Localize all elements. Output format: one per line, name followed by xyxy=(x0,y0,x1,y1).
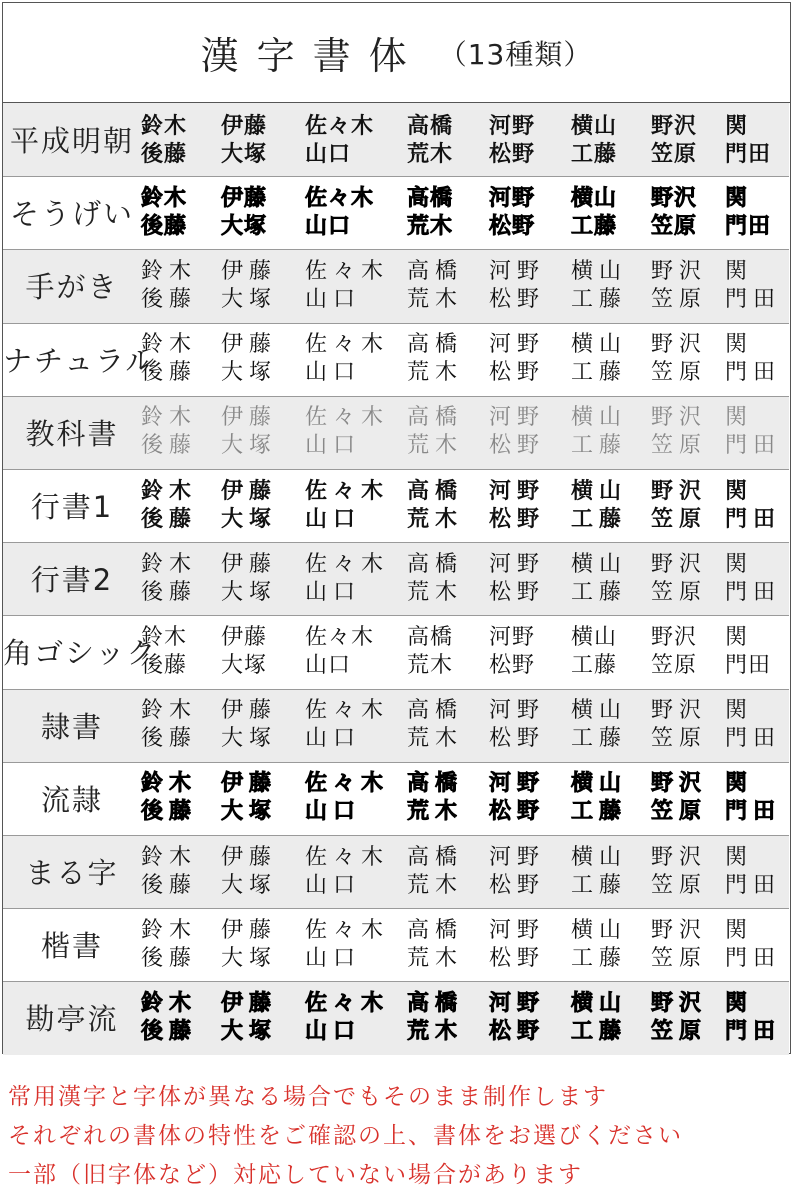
sample-name: 河野 xyxy=(489,332,546,358)
name-samples xyxy=(141,185,789,241)
sample-name: 門田 xyxy=(725,360,782,386)
sample-line xyxy=(141,213,789,241)
sample-name: 高橋 xyxy=(407,624,454,650)
sample-name: 佐々木 xyxy=(305,478,390,504)
font-row xyxy=(3,542,789,615)
sample-name: 松野 xyxy=(489,799,546,825)
sample-name: 松野 xyxy=(489,213,536,239)
sample-name: 横山 xyxy=(571,405,628,431)
name-samples xyxy=(141,844,789,900)
sample-name: 大塚 xyxy=(221,579,278,605)
font-name-label: 角ゴシック xyxy=(3,636,158,671)
sample-name: 佐々木 xyxy=(305,624,375,650)
sample-name: 笠原 xyxy=(651,726,708,752)
title-bar xyxy=(3,3,790,103)
sample-name: 関 xyxy=(725,258,754,284)
sample-name: 関 xyxy=(725,917,754,943)
sample-name: 佐々木 xyxy=(305,112,375,139)
sample-name: 横山 xyxy=(571,698,628,724)
sample-name: 河野 xyxy=(489,917,546,943)
sample-name: 山口 xyxy=(305,140,352,167)
sample-name: 松野 xyxy=(489,726,546,752)
sample-name: 山口 xyxy=(305,213,352,239)
row-divider xyxy=(3,396,789,397)
sample-line xyxy=(141,872,789,900)
row-divider xyxy=(3,176,789,177)
sample-name: 河野 xyxy=(489,405,546,431)
sample-name: 山口 xyxy=(305,726,362,752)
name-samples xyxy=(141,917,789,973)
sample-name: 伊藤 xyxy=(221,258,278,284)
sample-name: 荒木 xyxy=(407,726,464,752)
sample-name: 伊藤 xyxy=(221,771,278,797)
sample-name: 大塚 xyxy=(221,945,278,971)
sample-name: 松野 xyxy=(489,579,546,605)
sample-name: 河野 xyxy=(489,478,546,504)
sample-name: 伊藤 xyxy=(221,698,278,724)
sample-line xyxy=(141,990,789,1018)
sample-name: 工藤 xyxy=(571,799,628,825)
sample-name: 伊藤 xyxy=(221,112,268,139)
sample-name: 荒木 xyxy=(407,433,464,459)
sample-name: 工藤 xyxy=(571,579,628,605)
name-samples xyxy=(141,331,789,387)
sample-name: 荒木 xyxy=(407,360,464,386)
sample-name: 関 xyxy=(725,405,754,431)
sample-name: 河野 xyxy=(489,698,546,724)
sample-name: 工藤 xyxy=(571,652,618,678)
sample-name: 笠原 xyxy=(651,945,708,971)
sample-name: 笠原 xyxy=(651,652,698,678)
sample-name: 工藤 xyxy=(571,433,628,459)
sample-name: 後藤 xyxy=(141,799,198,825)
sample-line xyxy=(141,258,789,286)
sample-name: 松野 xyxy=(489,140,536,167)
sample-name: 伊藤 xyxy=(221,405,278,431)
sample-name: 笠原 xyxy=(651,433,708,459)
sample-name: 伊藤 xyxy=(221,551,278,577)
sample-name: 高橋 xyxy=(407,844,464,870)
sample-name: 鈴木 xyxy=(141,990,198,1016)
page-title: 漢字書体 xyxy=(200,34,425,78)
sample-line xyxy=(141,770,789,798)
sample-name: 工藤 xyxy=(571,360,628,386)
sample-name: 大塚 xyxy=(221,726,278,752)
font-name-label: 流隷 xyxy=(40,782,103,817)
sample-name: 荒木 xyxy=(407,1018,464,1044)
sample-name: 笠原 xyxy=(651,140,698,167)
row-divider xyxy=(3,762,789,763)
sample-name: 横山 xyxy=(571,771,628,797)
sample-name: 山口 xyxy=(305,579,362,605)
sample-line xyxy=(141,286,789,314)
sample-name: 鈴木 xyxy=(141,844,198,870)
sample-name: 山口 xyxy=(305,799,362,825)
sample-name: 工藤 xyxy=(571,286,628,312)
sample-name: 河野 xyxy=(489,185,536,211)
sample-name: 荒木 xyxy=(407,945,464,971)
sample-name: 横山 xyxy=(571,185,618,211)
sample-name: 横山 xyxy=(571,551,628,577)
sample-name: 荒木 xyxy=(407,213,454,239)
sample-line xyxy=(141,506,789,534)
sample-name: 荒木 xyxy=(407,286,464,312)
name-samples xyxy=(141,990,789,1046)
font-name-label: 楷書 xyxy=(40,929,103,964)
font-name-label: 隷書 xyxy=(40,709,103,744)
sample-name: 佐々木 xyxy=(305,405,390,431)
sample-name: 横山 xyxy=(571,990,628,1016)
sample-name: 野沢 xyxy=(651,624,698,650)
sample-name: 門田 xyxy=(725,286,782,312)
sample-name: 工藤 xyxy=(571,506,628,532)
sample-name: 松野 xyxy=(489,433,546,459)
sample-name: 横山 xyxy=(571,258,628,284)
sample-name: 伊藤 xyxy=(221,624,268,650)
sample-name: 後藤 xyxy=(141,360,198,386)
font-row xyxy=(3,689,789,762)
font-row xyxy=(3,249,789,322)
sample-name: 山口 xyxy=(305,506,362,532)
font-row xyxy=(3,469,789,542)
sample-name: 後藤 xyxy=(141,506,198,532)
font-sample-sheet xyxy=(2,2,791,1054)
sample-line xyxy=(141,579,789,607)
sample-line xyxy=(141,652,789,680)
sample-name: 後藤 xyxy=(141,433,198,459)
sample-name: 後藤 xyxy=(141,579,198,605)
font-name-label: 平成明朝 xyxy=(9,124,134,159)
sample-name: 佐々木 xyxy=(305,185,375,211)
row-divider xyxy=(3,908,789,909)
page-subtitle: （13種類） xyxy=(438,37,593,71)
sample-line xyxy=(141,432,789,460)
font-name-label: そうげい xyxy=(9,197,134,232)
sample-name: 野沢 xyxy=(651,917,708,943)
sample-name: 野沢 xyxy=(651,332,708,358)
sample-name: 佐々木 xyxy=(305,771,390,797)
font-name-label: 勘亭流 xyxy=(25,1002,119,1037)
sample-line xyxy=(141,798,789,826)
sample-name: 大塚 xyxy=(221,360,278,386)
sample-line xyxy=(141,917,789,945)
sample-line xyxy=(141,404,789,432)
sample-name: 門田 xyxy=(725,872,782,898)
sample-name: 鈴木 xyxy=(141,551,198,577)
sample-name: 後藤 xyxy=(141,652,188,678)
sample-name: 松野 xyxy=(489,360,546,386)
sample-name: 門田 xyxy=(725,140,772,167)
sample-name: 佐々木 xyxy=(305,917,390,943)
sample-name: 門田 xyxy=(725,652,772,678)
sample-name: 山口 xyxy=(305,360,362,386)
sample-line xyxy=(141,478,789,506)
row-divider xyxy=(3,981,789,982)
sample-line xyxy=(141,725,789,753)
sample-name: 関 xyxy=(725,478,754,504)
sample-name: 野沢 xyxy=(651,258,708,284)
sample-name: 大塚 xyxy=(221,433,278,459)
sample-name: 高橋 xyxy=(407,258,464,284)
sample-name: 山口 xyxy=(305,286,362,312)
font-row xyxy=(3,762,789,835)
notes xyxy=(8,1078,788,1195)
sample-name: 大塚 xyxy=(221,286,278,312)
name-samples xyxy=(141,551,789,607)
sample-name: 高橋 xyxy=(407,551,464,577)
sample-name: 河野 xyxy=(489,844,546,870)
name-samples xyxy=(141,478,789,534)
sample-name: 鈴木 xyxy=(141,258,198,284)
sample-line xyxy=(141,359,789,387)
sample-line xyxy=(141,697,789,725)
sample-name: 野沢 xyxy=(651,551,708,577)
font-name-label: まる字 xyxy=(25,856,119,891)
name-samples xyxy=(141,770,789,826)
sample-line xyxy=(141,185,789,213)
sample-line xyxy=(141,551,789,579)
sample-name: 松野 xyxy=(489,945,546,971)
sample-name: 河野 xyxy=(489,551,546,577)
sample-line xyxy=(141,140,789,168)
sample-name: 伊藤 xyxy=(221,917,278,943)
sample-line xyxy=(141,112,789,140)
sample-name: 後藤 xyxy=(141,286,198,312)
sample-name: 伊藤 xyxy=(221,990,278,1016)
font-row xyxy=(3,396,789,469)
sample-name: 鈴木 xyxy=(141,698,198,724)
sample-line xyxy=(141,624,789,652)
note-line: 一部（旧字体など）対応していない場合があります xyxy=(8,1162,583,1188)
sample-name: 高橋 xyxy=(407,332,464,358)
sample-name: 大塚 xyxy=(221,872,278,898)
sample-name: 大塚 xyxy=(221,140,268,167)
sample-name: 工藤 xyxy=(571,213,618,239)
sample-name: 工藤 xyxy=(571,1018,628,1044)
sample-name: 横山 xyxy=(571,478,628,504)
sample-name: 関 xyxy=(725,624,749,650)
sample-name: 高橋 xyxy=(407,990,464,1016)
sample-name: 河野 xyxy=(489,112,536,139)
sample-name: 大塚 xyxy=(221,506,278,532)
sample-name: 鈴木 xyxy=(141,185,188,211)
sample-name: 荒木 xyxy=(407,140,454,167)
row-divider xyxy=(3,542,789,543)
sample-name: 横山 xyxy=(571,624,618,650)
sample-name: 笠原 xyxy=(651,872,708,898)
sample-name: 大塚 xyxy=(221,1018,278,1044)
sample-name: 関 xyxy=(725,990,754,1016)
sample-name: 河野 xyxy=(489,990,546,1016)
sample-name: 佐々木 xyxy=(305,990,390,1016)
font-name-label: 行書1 xyxy=(30,490,114,525)
sample-name: 笠原 xyxy=(651,360,708,386)
row-divider xyxy=(3,689,789,690)
sample-name: 後藤 xyxy=(141,140,188,167)
sample-name: 横山 xyxy=(571,844,628,870)
sample-name: 鈴木 xyxy=(141,917,198,943)
sample-name: 鈴木 xyxy=(141,771,198,797)
sample-name: 高橋 xyxy=(407,185,454,211)
sample-name: 門田 xyxy=(725,213,772,239)
font-name-label: ナチュラル xyxy=(3,343,157,378)
name-samples xyxy=(141,112,789,168)
sample-name: 関 xyxy=(725,332,754,358)
sample-line xyxy=(141,331,789,359)
sample-name: 関 xyxy=(725,551,754,577)
row-divider xyxy=(3,615,789,616)
sample-name: 野沢 xyxy=(651,771,708,797)
font-row xyxy=(3,323,789,396)
sample-name: 門田 xyxy=(725,945,782,971)
sample-name: 工藤 xyxy=(571,726,628,752)
font-row xyxy=(3,103,789,176)
sample-name: 門田 xyxy=(725,726,782,752)
sample-name: 荒木 xyxy=(407,506,464,532)
sample-name: 松野 xyxy=(489,872,546,898)
font-name-label: 教科書 xyxy=(25,416,119,451)
sample-name: 河野 xyxy=(489,258,546,284)
sample-name: 伊藤 xyxy=(221,185,268,211)
sample-name: 野沢 xyxy=(651,185,698,211)
sample-name: 野沢 xyxy=(651,844,708,870)
sample-name: 荒木 xyxy=(407,652,454,678)
sample-name: 鈴木 xyxy=(141,478,198,504)
sample-name: 高橋 xyxy=(407,771,464,797)
sample-name: 笠原 xyxy=(651,579,708,605)
sample-name: 山口 xyxy=(305,433,362,459)
sample-name: 佐々木 xyxy=(305,844,390,870)
row-divider xyxy=(3,323,789,324)
sample-name: 鈴木 xyxy=(141,112,188,139)
sample-line xyxy=(141,1018,789,1046)
sample-name: 荒木 xyxy=(407,799,464,825)
row-divider xyxy=(3,469,789,470)
sample-name: 山口 xyxy=(305,652,352,678)
sample-name: 大塚 xyxy=(221,799,278,825)
sample-name: 佐々木 xyxy=(305,258,390,284)
sample-name: 門田 xyxy=(725,1018,782,1044)
sample-name: 佐々木 xyxy=(305,332,390,358)
sample-name: 笠原 xyxy=(651,213,698,239)
sample-name: 笠原 xyxy=(651,286,708,312)
font-row xyxy=(3,176,789,249)
row-divider xyxy=(3,835,789,836)
sample-name: 松野 xyxy=(489,286,546,312)
font-name-label: 行書2 xyxy=(30,563,114,598)
sample-name: 関 xyxy=(725,112,749,139)
sample-name: 河野 xyxy=(489,771,546,797)
sample-name: 松野 xyxy=(489,652,536,678)
name-samples xyxy=(141,697,789,753)
sample-name: 後藤 xyxy=(141,945,198,971)
sample-name: 横山 xyxy=(571,112,618,139)
sample-name: 高橋 xyxy=(407,112,454,139)
sample-name: 後藤 xyxy=(141,872,198,898)
sample-name: 高橋 xyxy=(407,698,464,724)
sample-name: 野沢 xyxy=(651,990,708,1016)
name-samples xyxy=(141,258,789,314)
sample-name: 高橋 xyxy=(407,917,464,943)
font-row xyxy=(3,615,789,688)
sample-name: 松野 xyxy=(489,1018,546,1044)
sample-name: 荒木 xyxy=(407,872,464,898)
sample-name: 野沢 xyxy=(651,698,708,724)
sample-name: 後藤 xyxy=(141,726,198,752)
sample-name: 鈴木 xyxy=(141,332,198,358)
sample-name: 高橋 xyxy=(407,405,464,431)
sample-name: 佐々木 xyxy=(305,698,390,724)
sample-name: 野沢 xyxy=(651,478,708,504)
sample-name: 伊藤 xyxy=(221,844,278,870)
row-divider xyxy=(3,249,789,250)
sample-name: 関 xyxy=(725,698,754,724)
sample-name: 佐々木 xyxy=(305,551,390,577)
sample-name: 笠原 xyxy=(651,799,708,825)
sample-name: 後藤 xyxy=(141,213,188,239)
note-line: それぞれの書体の特性をご確認の上、書体をお選びください xyxy=(8,1123,683,1149)
sample-line xyxy=(141,844,789,872)
sample-name: 高橋 xyxy=(407,478,464,504)
sample-name: 大塚 xyxy=(221,213,268,239)
name-samples xyxy=(141,404,789,460)
sample-name: 松野 xyxy=(489,506,546,532)
sample-name: 工藤 xyxy=(571,945,628,971)
sample-name: 笠原 xyxy=(651,1018,708,1044)
sample-name: 工藤 xyxy=(571,872,628,898)
sample-name: 関 xyxy=(725,844,754,870)
sample-name: 伊藤 xyxy=(221,332,278,358)
sample-name: 関 xyxy=(725,185,749,211)
note-line: 常用漢字と字体が異なる場合でもそのまま制作します xyxy=(8,1084,608,1110)
sample-line xyxy=(141,945,789,973)
sample-name: 山口 xyxy=(305,872,362,898)
sample-name: 大塚 xyxy=(221,652,268,678)
name-samples xyxy=(141,624,789,680)
sample-name: 鈴木 xyxy=(141,624,188,650)
sample-name: 山口 xyxy=(305,1018,362,1044)
sample-name: 門田 xyxy=(725,799,782,825)
sample-name: 野沢 xyxy=(651,112,698,139)
font-row xyxy=(3,908,789,981)
font-row xyxy=(3,835,789,908)
font-row xyxy=(3,981,789,1054)
font-name-label: 手がき xyxy=(25,270,119,305)
sample-name: 野沢 xyxy=(651,405,708,431)
sample-name: 工藤 xyxy=(571,140,618,167)
sample-name: 門田 xyxy=(725,506,782,532)
sample-name: 後藤 xyxy=(141,1018,198,1044)
sample-name: 河野 xyxy=(489,624,536,650)
sample-name: 横山 xyxy=(571,332,628,358)
sample-name: 荒木 xyxy=(407,579,464,605)
sample-name: 鈴木 xyxy=(141,405,198,431)
sample-name: 山口 xyxy=(305,945,362,971)
sample-name: 門田 xyxy=(725,579,782,605)
sample-name: 伊藤 xyxy=(221,478,278,504)
sample-name: 笠原 xyxy=(651,506,708,532)
sample-name: 門田 xyxy=(725,433,782,459)
sample-name: 横山 xyxy=(571,917,628,943)
sample-name: 関 xyxy=(725,771,754,797)
